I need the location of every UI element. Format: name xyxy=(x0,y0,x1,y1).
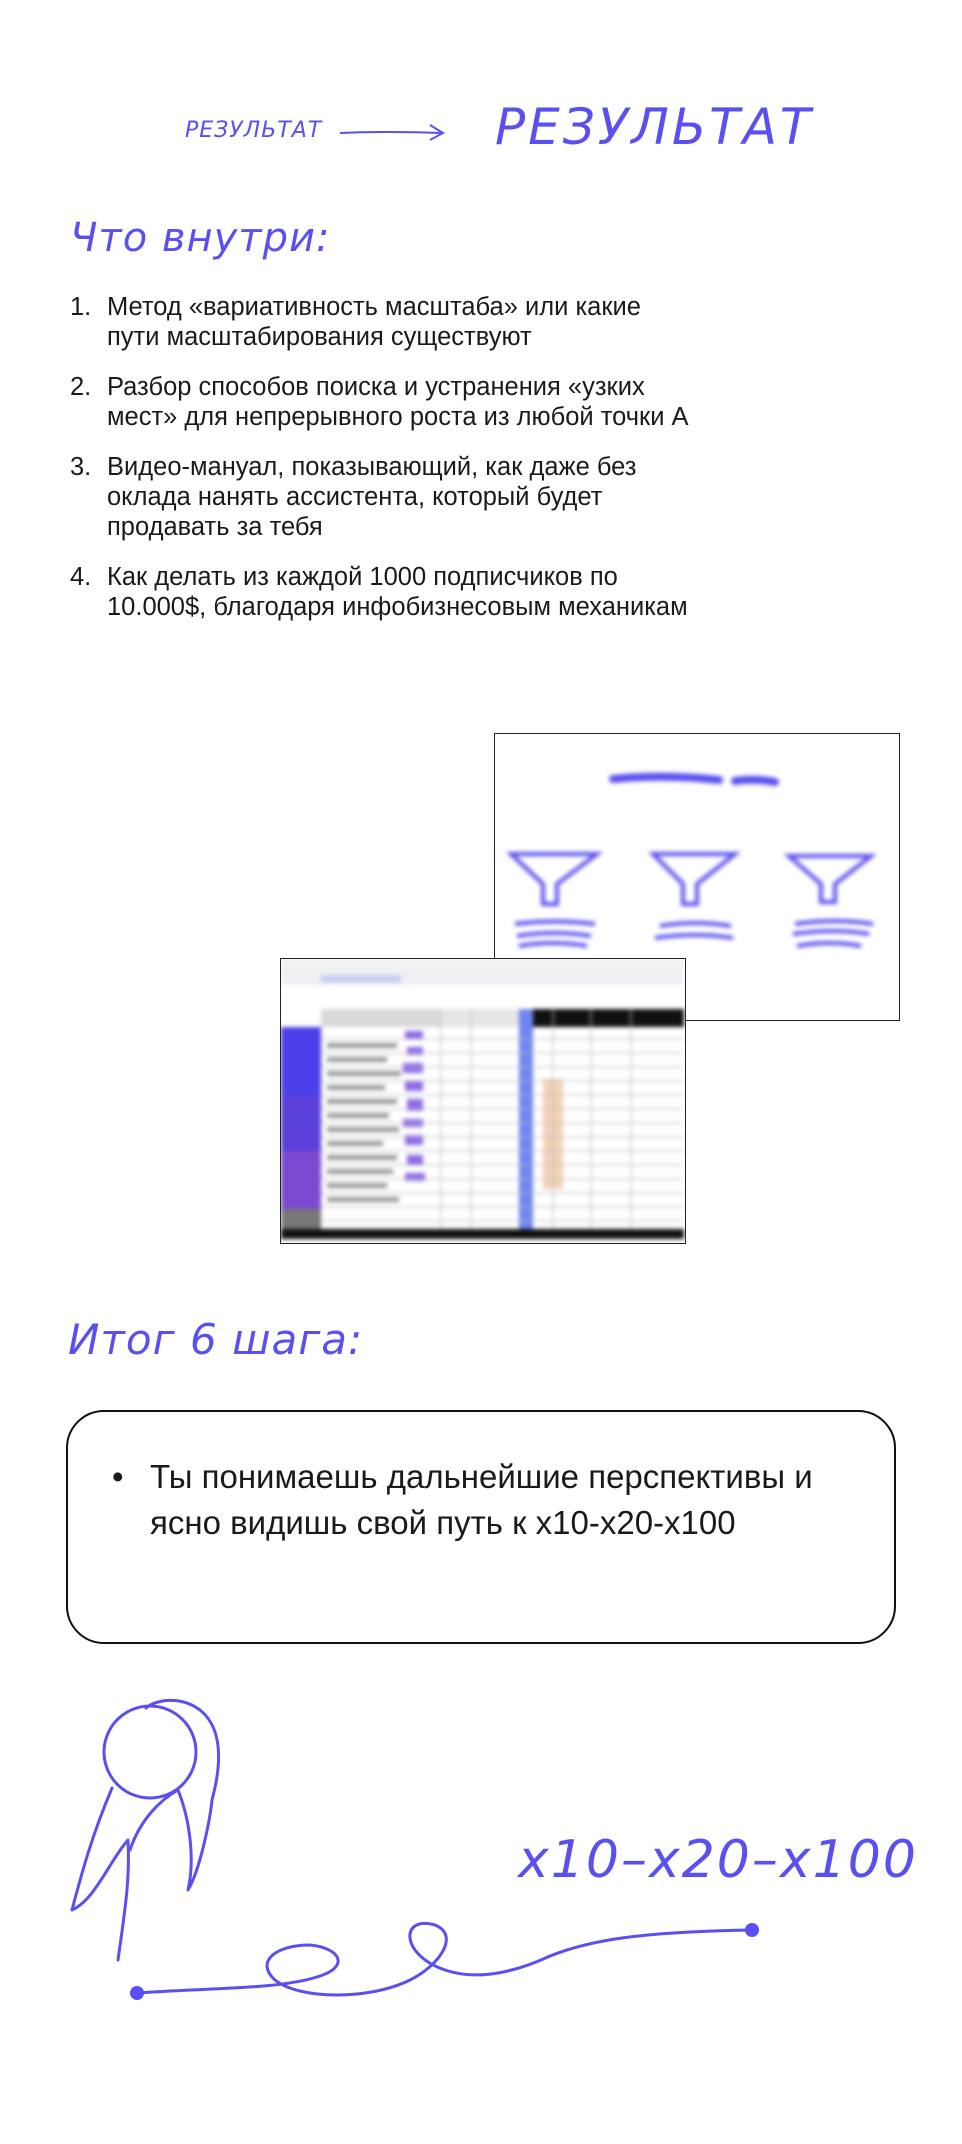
result-title: Итог 6 шага: xyxy=(68,1315,364,1364)
spreadsheet-table xyxy=(281,959,684,1242)
growth-label: х10–х20–х100 xyxy=(518,1830,918,1890)
list-item: 2. Разбор способов поиска и устранения «узких мест» для непрерывного роста из любой точки А xyxy=(70,373,689,431)
list-item: 3. Видео-мануал, показывающий, как даже без оклада нанять ассистента, который будет продавать за тебя xyxy=(70,453,637,541)
result-box xyxy=(66,1410,896,1644)
spreadsheet-preview-image xyxy=(280,958,686,1244)
list-item: 4. Как делать из каждой 1000 подписчиков по 10.000$, благодаря инфобизнесовым механикам xyxy=(70,563,688,621)
result-list xyxy=(112,1454,852,1546)
list-item: • Ты понимаешь дальнейшие перспективы и ясно видишь свой путь к х10-х20-х100 xyxy=(112,1458,813,1541)
inside-title: Что внутри: xyxy=(70,215,331,261)
arrow-right-icon xyxy=(338,120,448,144)
result-label-big: РЕЗУЛЬТАТ xyxy=(495,98,814,156)
person-growth-illustration xyxy=(50,1690,770,2110)
result-label-small: РЕЗУЛЬТАТ xyxy=(185,118,323,143)
list-item: 1. Метод «вариативность масштаба» или какие пути масштабирования существуют xyxy=(70,293,641,351)
inside-list xyxy=(70,292,690,642)
